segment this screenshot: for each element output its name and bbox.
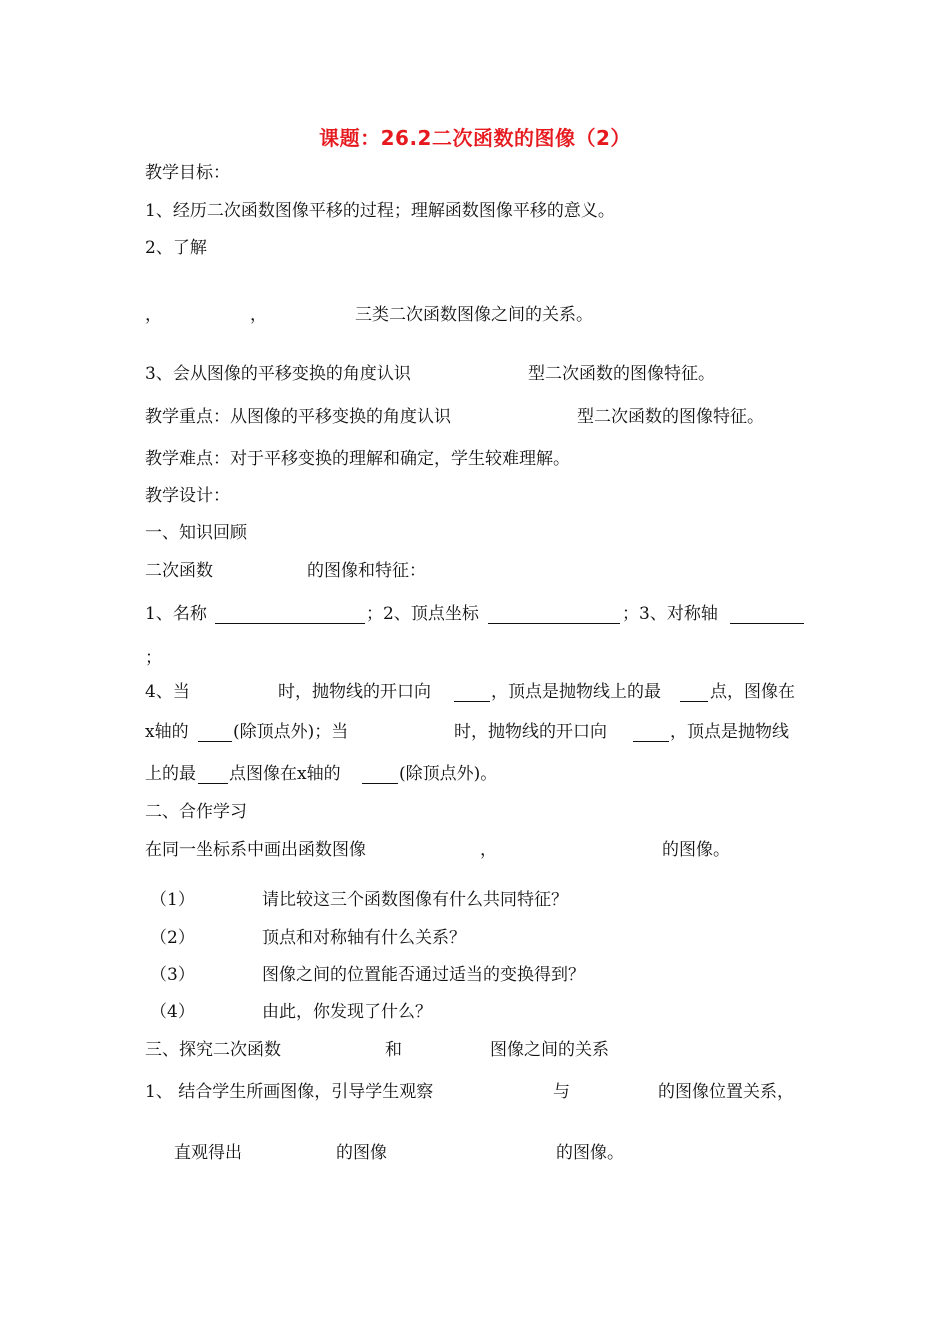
fill-4-extreme-blank[interactable] <box>680 683 708 702</box>
question-1-text: 请比较这三个函数图像有什么共同特征？ <box>262 890 568 910</box>
fill-4-xaxis-label-2: 点图像在x轴的 <box>229 764 341 784</box>
question-4-number: （4） <box>150 1002 195 1022</box>
goal-3-part-a: 3、会从图像的平移变换的角度认识 <box>145 364 411 384</box>
explore-2-part-c: 的图像。 <box>556 1143 624 1163</box>
key-point-part-b: 型二次函数的图像特征。 <box>577 407 764 427</box>
coop-part-b: ， <box>480 840 497 860</box>
question-2-number: （2） <box>150 928 195 948</box>
goal-2-comma-2: ， <box>250 305 267 325</box>
question-2-text: 顶点和对称轴有什么关系？ <box>262 928 466 948</box>
design-heading: 教学设计： <box>145 486 230 506</box>
fill-1-name-label: 1、名称 <box>145 604 207 624</box>
fill-4-extreme-blank-2[interactable] <box>198 765 228 784</box>
section-3-heading-b: 和 <box>385 1040 402 1060</box>
goal-2-text: 三类二次函数图像之间的关系。 <box>355 305 593 325</box>
goal-3-part-b: 型二次函数的图像特征。 <box>528 364 715 384</box>
coop-part-c: 的图像。 <box>662 840 730 860</box>
fill-1-vertex-label: ；2、顶点坐标 <box>366 604 479 624</box>
section-3-heading-a: 三、探究二次函数 <box>145 1040 281 1060</box>
explore-2-part-b: 的图像 <box>336 1143 387 1163</box>
fill-4-point-label: 点，图像在 <box>710 682 795 702</box>
question-1-number: （1） <box>150 890 195 910</box>
section-1-heading: 一、知识回顾 <box>145 523 247 543</box>
review-part-b: 的图像和特征： <box>307 561 426 581</box>
question-3-text: 图像之间的位置能否通过适当的变换得到？ <box>262 965 585 985</box>
fill-4-xaxis-label: x轴的 <box>145 722 189 742</box>
goals-heading: 教学目标： <box>145 163 230 183</box>
question-3-number: （3） <box>150 965 195 985</box>
fill-4-opening-label: 时，抛物线的开口向 <box>278 682 431 702</box>
difficulty: 教学难点：对于平移变换的理解和确定，学生较难理解。 <box>145 449 570 469</box>
question-4-text: 由此，你发现了什么？ <box>262 1002 432 1022</box>
fill-4-xaxis-blank[interactable] <box>198 723 232 742</box>
goal-2-comma-1: ， <box>145 305 162 325</box>
fill-4-vertex-label-2: ，顶点是抛物线 <box>670 722 789 742</box>
fill-4-except-label: (除顶点外)；当 <box>233 722 349 742</box>
fill-4-xaxis-blank-2[interactable] <box>362 765 398 784</box>
key-point-part-a: 教学重点：从图像的平移变换的角度认识 <box>145 407 451 427</box>
page-title: 课题：26.2二次函数的图像（2） <box>319 126 631 150</box>
goal-1: 1、经历二次函数图像平移的过程；理解函数图像平移的意义。 <box>145 201 615 221</box>
explore-2-part-a: 直观得出 <box>174 1143 242 1163</box>
fill-4-when-label: 4、当 <box>145 682 190 702</box>
fill-1-vertex-blank[interactable] <box>488 605 620 624</box>
explore-1-part-c: 的图像位置关系， <box>658 1082 794 1102</box>
fill-1-end: ； <box>145 648 162 668</box>
coop-part-a: 在同一坐标系中画出函数图像 <box>145 840 366 860</box>
explore-1-part-a: 1、 结合学生所画图像，引导学生观察 <box>145 1082 434 1102</box>
fill-1-name-blank[interactable] <box>215 605 365 624</box>
fill-4-extreme-label-2: 上的最 <box>145 764 196 784</box>
fill-4-opening-blank-2[interactable] <box>633 723 669 742</box>
fill-4-opening-blank[interactable] <box>454 683 490 702</box>
fill-4-except-label-2: (除顶点外)。 <box>399 764 498 784</box>
fill-4-opening-label-2: 时，抛物线的开口向 <box>454 722 607 742</box>
section-3-heading-c: 图像之间的关系 <box>490 1040 609 1060</box>
fill-4-vertex-label: ，顶点是抛物线上的最 <box>491 682 661 702</box>
fill-1-axis-label: ；3、对称轴 <box>622 604 718 624</box>
review-part-a: 二次函数 <box>145 561 213 581</box>
section-2-heading: 二、合作学习 <box>145 802 247 822</box>
goal-2: 2、了解 <box>145 238 207 258</box>
explore-1-part-b: 与 <box>553 1082 570 1102</box>
fill-1-axis-blank[interactable] <box>730 605 804 624</box>
